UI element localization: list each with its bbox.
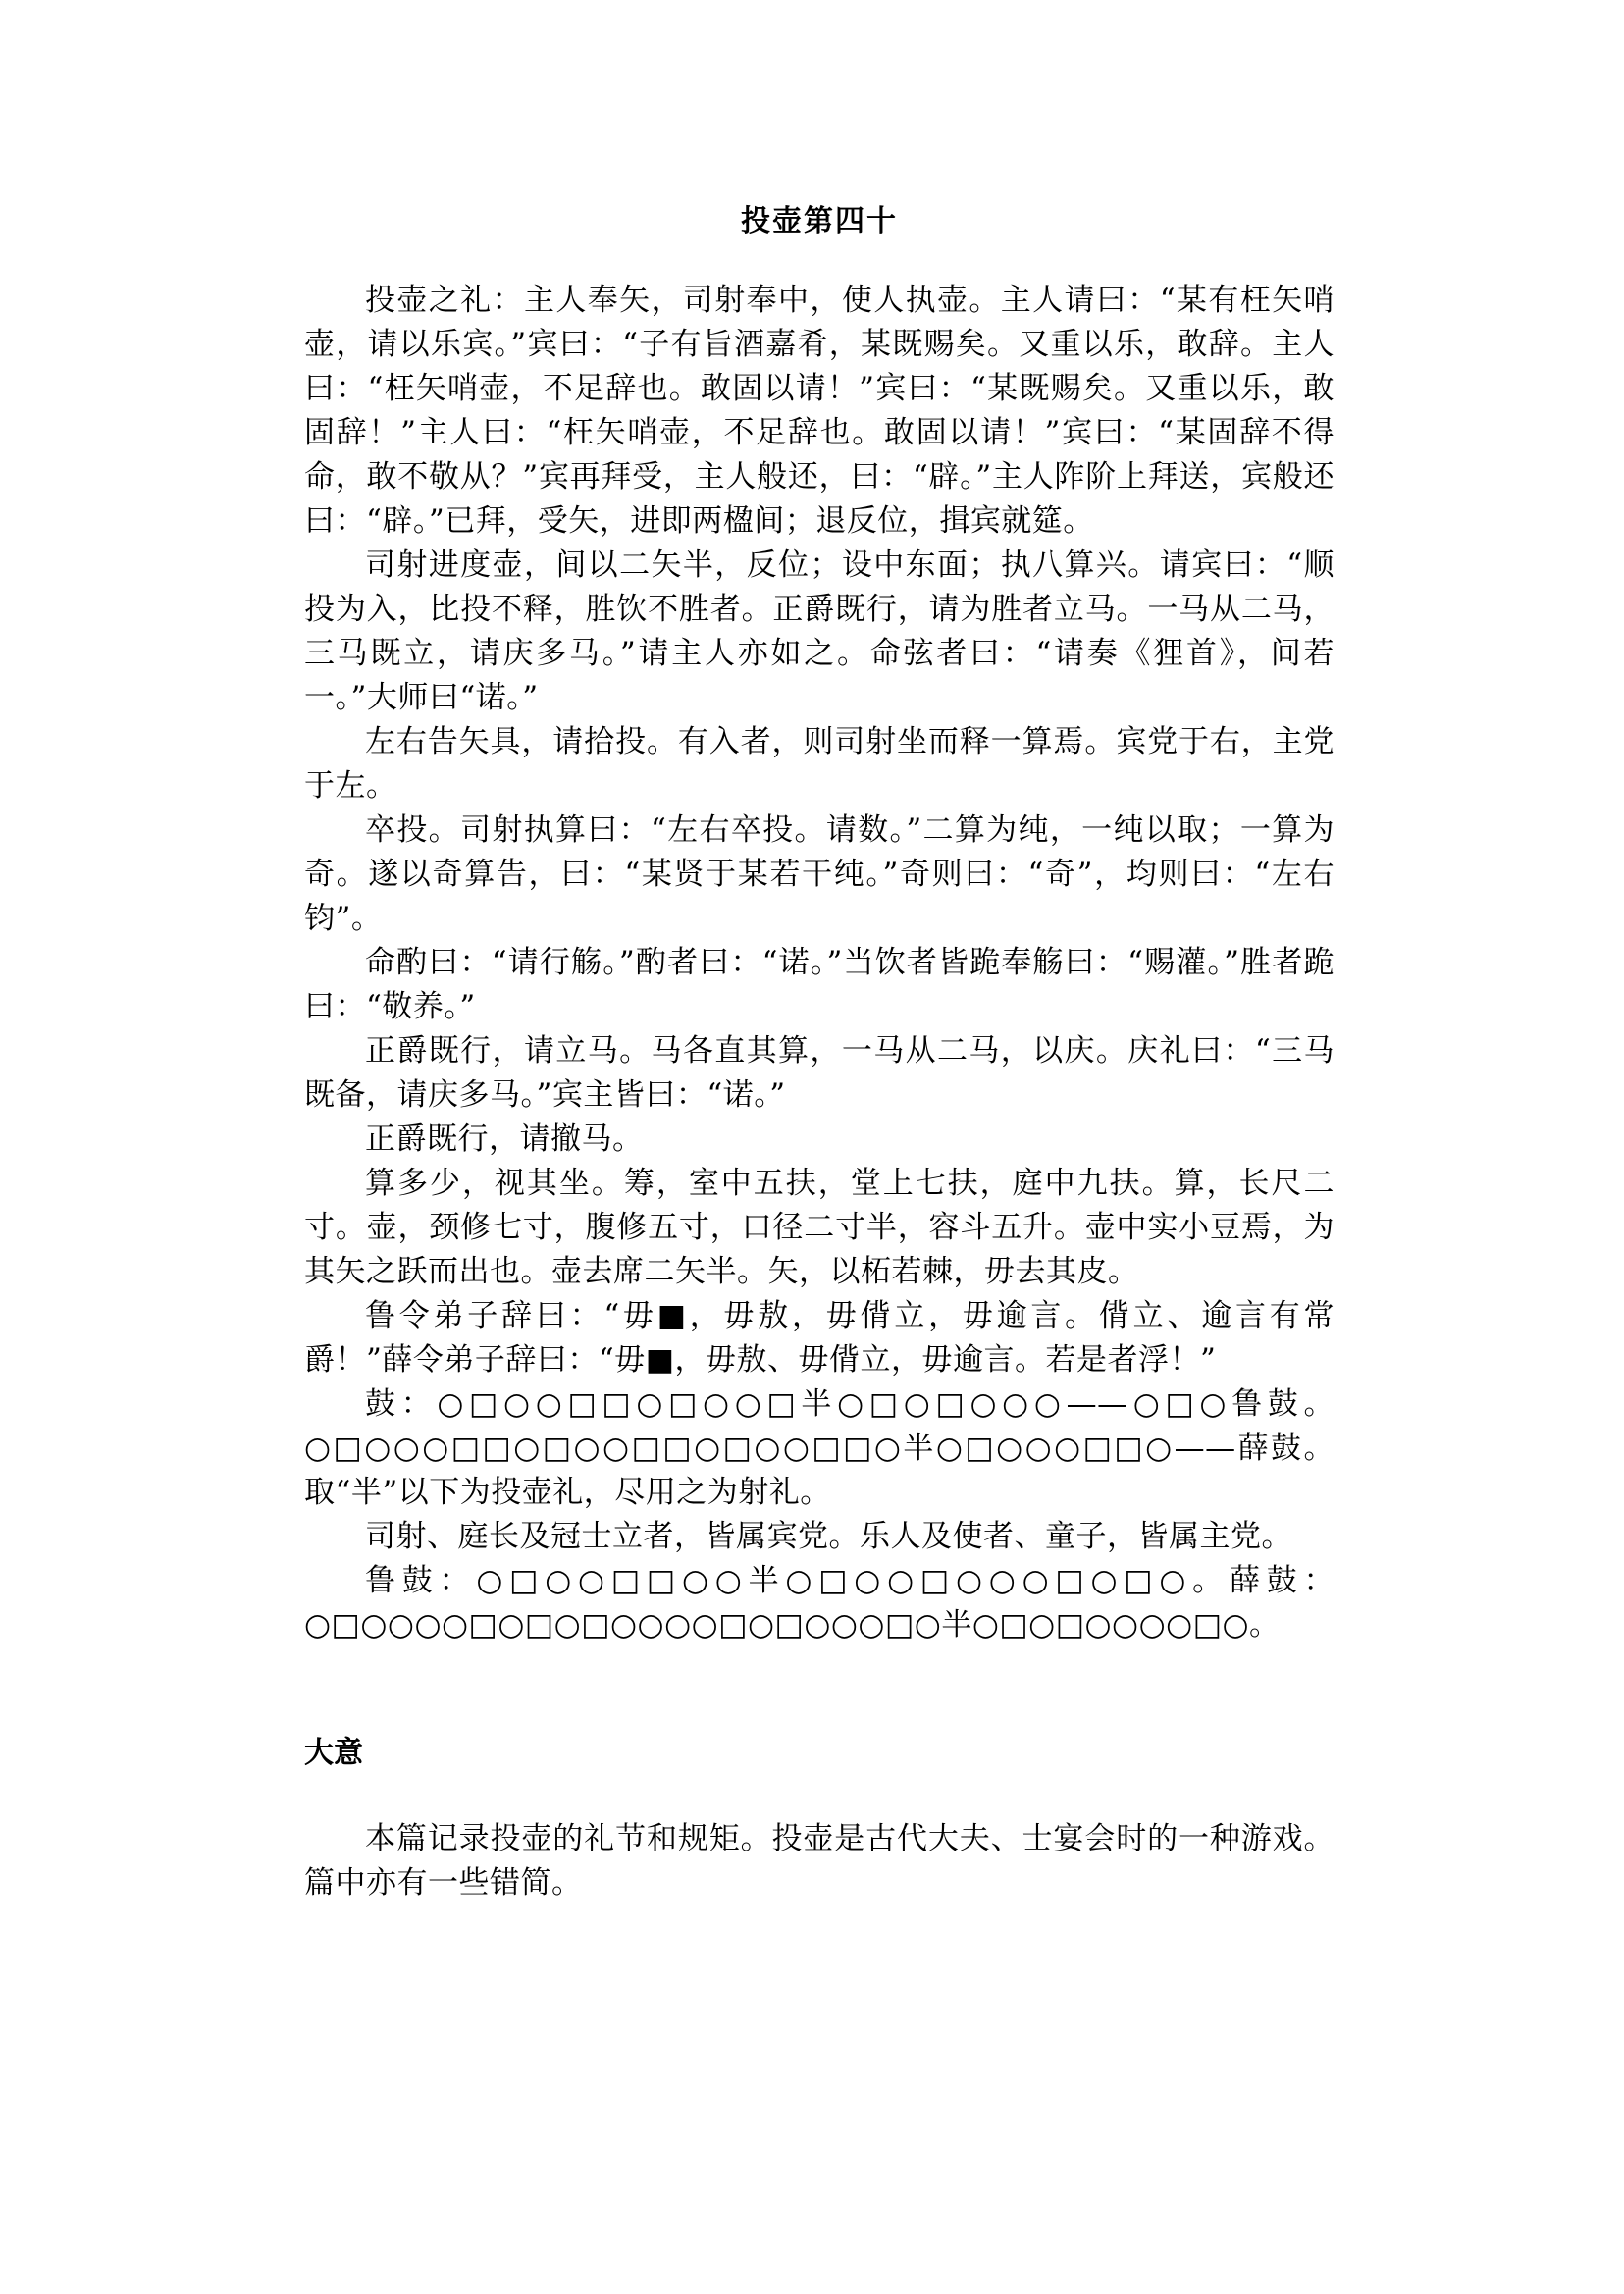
paragraph: 投壶之礼：主人奉矢，司射奉中，使人执壶。主人请曰：“某有枉矢哨壶，请以乐宾。”宾曰：“子有旨酒嘉肴，某既赐矣。又重以乐，敢辞。主人曰：“枉矢哨壶，不足辞也。敢固以请！”宾曰：“某既赐矣。又重以乐，敢固辞！”主人曰：“枉矢哨壶，不足辞也。敢固以请！”宾曰：“某固辞不得命，敢不敬从？”宾再拜受，主人般还，曰：“辟。”主人阼阶上拜送，宾般还曰：“辟。”已拜，受矢，进即两楹间；退反位，揖宾就筵。 — [304, 283, 1335, 539]
paragraph: 左右告矢具，请拾投。有入者，则司射坐而释一算焉。宾党于右，主党于左。 — [304, 724, 1335, 804]
paragraph: 命酌曰：“请行觞。”酌者曰：“诺。”当饮者皆跪奉觞曰：“赐灌。”胜者跪曰：“敬养。” — [304, 945, 1335, 1024]
paragraph: 司射进度壶，间以二矢半，反位；设中东面；执八算兴。请宾曰：“顺投为入，比投不释，胜饮不胜者。正爵既行，请为胜者立马。一马从二马，三马既立，请庆多马。”请主人亦如之。命弦者曰：“请奏《狸首》，间若一。”大师曰“诺。” — [304, 547, 1335, 715]
paragraph: 司射、庭长及冠士立者，皆属宾党。乐人及使者、童子，皆属主党。 — [365, 1519, 1292, 1554]
summary-text — [304, 1817, 1335, 1905]
section-heading: 大意 — [304, 1736, 363, 1770]
paragraph: 正爵既行，请撤马。 — [365, 1121, 644, 1157]
paragraph: 鲁鼓：○□○○□□○○半○□○○□○○○□○□○。薛鼓：○□○○○○□○□○□○○○○□○□○○○□○半○□○□○○○○□○。 — [304, 1563, 1335, 1642]
paragraph: 正爵既行，请立马。马各直其算，一马从二马，以庆。庆礼曰：“三马既备，请庆多马。”宾主皆曰：“诺。” — [304, 1033, 1335, 1113]
paragraph: 鲁令弟子辞曰：“毋■，毋敖，毋偝立，毋逾言。偝立、逾言有常爵！”薛令弟子辞曰：“毋■，毋敖、毋偝立，毋逾言。若是者浮！” — [304, 1298, 1335, 1378]
page-title: 投壶第四十 — [741, 204, 898, 238]
summary-paragraph: 本篇记录投壶的礼节和规矩。投壶是古代大夫、士宴会时的一种游戏。篇中亦有一些错简。 — [304, 1821, 1335, 1901]
paragraph: 鼓：○□○○□□○□○○□半○□○□○○○——○□○鲁鼓。○□○○○□□○□○○□□○□○○□□○半○□○○○□□○——薛鼓。取“半”以下为投壶礼，尽用之为射礼。 — [304, 1386, 1335, 1510]
paragraph: 卒投。司射执算曰：“左右卒投。请数。”二算为纯，一纯以取；一算为奇。遂以奇算告，曰：“某贤于某若干纯。”奇则曰：“奇”，均则曰：“左右钧”。 — [304, 812, 1335, 936]
main-text — [304, 279, 1335, 1647]
paragraph: 算多少，视其坐。筹，室中五扶，堂上七扶，庭中九扶。算，长尺二寸。壶，颈修七寸，腹修五寸，口径二寸半，容斗五升。壶中实小豆焉，为其矢之跃而出也。壶去席二矢半。矢，以柘若棘，毋去其皮。 — [304, 1166, 1335, 1289]
